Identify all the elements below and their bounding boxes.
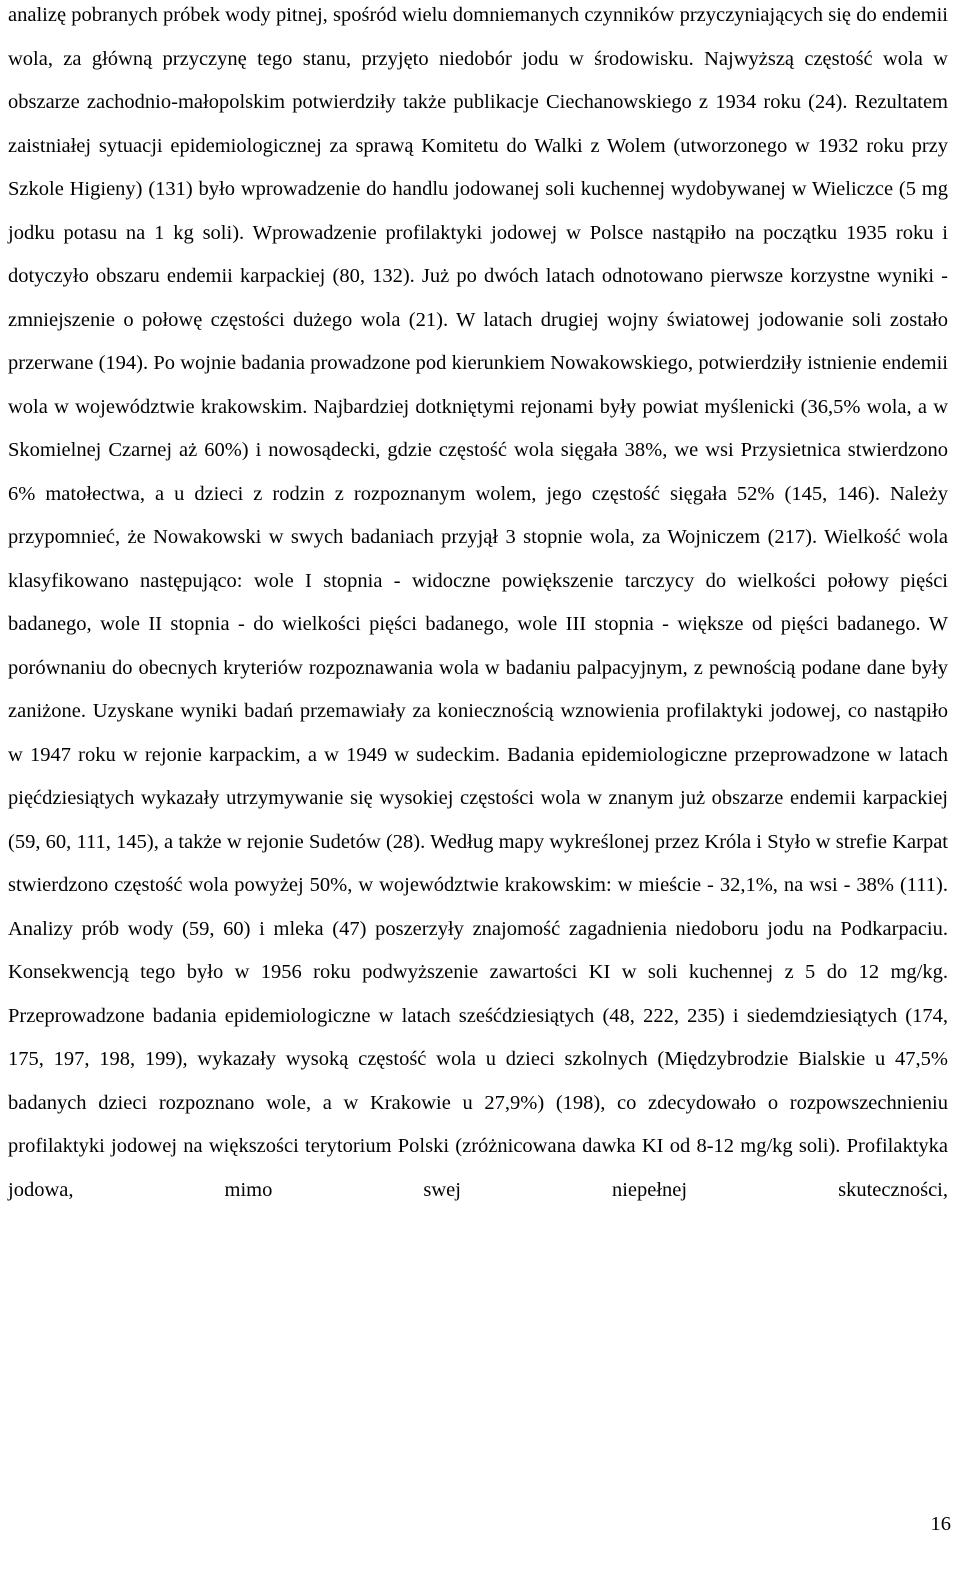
page-number: 16 (930, 1513, 951, 1535)
body-paragraph: analizę pobranych próbek wody pitnej, spośród wielu domniemanych czynników przyczyniających się do endemii wola, za główną przyczynę tego stanu, przyjęto niedobór jodu w środowisku. Najwyższą częstość wola w obszarze zachodnio-małopolskim potwierdziły także publikacje Ciechanowskiego z 1934 roku (24). Rezultatem zaistniałej sytuacji epidemiologicznej za sprawą Komitetu do Walki z Wolem (utworzonego w 1932 roku przy Szkole Higieny) (131) było wprowadzenie do handlu jodowanej soli kuchennej wydobywanej w Wieliczce (5 mg jodku potasu na 1 kg soli). Wprowadzenie profilaktyki jodowej w Polsce nastąpiło na początku 1935 roku i dotyczyło obszaru endemii karpackiej (80, 132). Już po dwóch latach odnotowano pierwsze korzystne wyniki - zmniejszenie o połowę częstości dużego wola (21). W latach drugiej wojny światowej jodowanie soli zostało przerwane (194). Po wojnie badania prowadzone pod kierunkiem Nowakowskiego, potwierdziły istnienie endemii wola w województwie krakowskim. Najbardziej dotkniętymi rejonami były powiat myślenicki (36,5% wola, a w Skomielnej Czarnej aż 60%) i nowosądecki, gdzie częstość wola sięgała 38%, we wsi Przysietnica stwierdzono 6% matołectwa, a u dzieci z rodzin z rozpoznanym wolem, jego częstość sięgała 52% (145, 146). Należy przypomnieć, że Nowakowski w swych badaniach przyjął 3 stopnie wola, za Wojniczem (217). Wielkość wola klasyfikowano następująco: wole I stopnia - widoczne powiększenie tarczycy do wielkości połowy pięści badanego, wole II stopnia - do wielkości pięści badanego, wole III stopnia - większe od pięści badanego. W porównaniu do obecnych kryteriów rozpoznawania wola w badaniu palpacyjnym, z pewnością podane dane były zaniżone. Uzyskane wyniki badań przemawiały za koniecznością wznowienia profilaktyki jodowej, co nastąpiło w 1947 roku w rejonie karpackim, a w 1949 w sudeckim. Badania epidemiologiczne przeprowadzone w latach pięćdziesiątych wykazały utrzymywanie się wysokiej częstości wola w znanym już obszarze endemii karpackiej (59, 60, 111, 145), a także w rejonie Sudetów (28). Według mapy wykreślonej przez Króla i Styło w strefie Karpat stwierdzono częstość wola powyżej 50%, w województwie krakowskim: w mieście - 32,1%, na wsi - 38% (111). Analizy prób wody (59, 60) i mleka (47) poszerzyły znajomość zagadnienia niedoboru jodu na Podkarpaciu. Konsekwencją tego było w 1956 roku podwyższenie zawartości KI w soli kuchennej z 5 do 12 mg/kg. Przeprowadzone badania epidemiologiczne w latach sześćdziesiątych (48, 222, 235) i siedemdziesiątych (174, 175, 197, 198, 199), wykazały wysoką częstość wola u dzieci szkolnych (Międzybrodzie Bialskie u 47,5% badanych dzieci rozpoznano wole, a w Krakowie u 27,9%) (198), co zdecydowało o rozpowszechnieniu profilaktyki jodowej na większości terytorium Polski (zróżnicowana dawka KI od 8-12 mg/kg soli). Profilaktyka jodowa, mimo swej niepełnej skuteczności, (8, 4, 948, 1201)
